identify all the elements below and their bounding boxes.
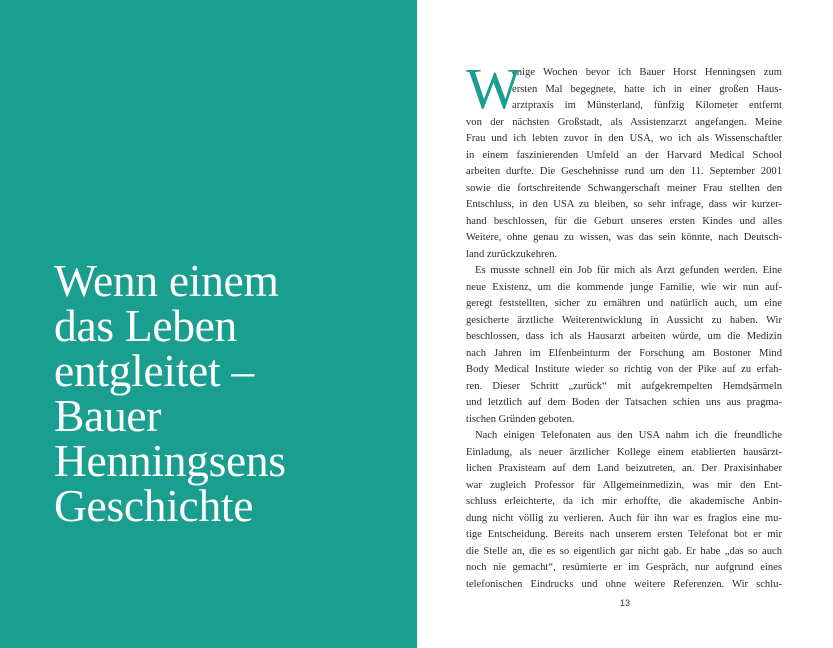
text-line: Es musste schnell ein Job für mich als Arzt gefunden werden. Eine: [475, 265, 782, 276]
text-line: lichen Praxisteam auf dem Land beizutreten, an. Der Praxisinhaber: [466, 463, 782, 474]
text-line: Body Medical Institute wieder so richtig von der Pike auf zu erfah-: [466, 364, 782, 375]
page-number: 13: [619, 598, 630, 608]
text-line: Einladung, als neuer ärztlicher Kollege einem etablierten hausärzt-: [466, 446, 782, 458]
text-line: hand beschlossen, für die Geburt unseres ersten Kindes und alles: [466, 215, 782, 227]
drop-cap: W: [466, 56, 521, 121]
chapter-title-line: Wenn einem: [54, 255, 279, 306]
text-line: dung nicht völlig zu verlieren. Auch für ihn war es fraglos eine mu-: [466, 512, 782, 524]
text-line: neue Existenz, um die kommende junge Familie, wie wir nun auf-: [466, 281, 782, 293]
text-line: ren. Dieser Schritt „zurück“ mit aufgekrempelten Hemdsärmeln: [466, 380, 782, 392]
text-line: geregt feststellten, sicher zu ernähren und natürlich auch, um eine: [466, 298, 782, 309]
text-line: enige Wochen bevor ich Bauer Horst Henningsen zum: [512, 67, 782, 78]
text-line: telefonischen Eindrucks und ohne weitere Referenzen. Wir schlu-: [466, 578, 782, 590]
text-line: land zurückzukehren.: [466, 248, 558, 260]
text-line: tige Entscheidung. Bereits nach unserem ersten Telefonat bot er mir: [466, 529, 782, 540]
chapter-title-line: das Leben: [54, 300, 238, 351]
chapter-title: [54, 255, 404, 531]
text-line: noch nie gemacht“, resümierte er im Gespräch, nur aufgrund eines: [466, 562, 782, 573]
text-line: arztpraxis im Münsterland, fünfzig Kilometer entfernt: [512, 100, 782, 111]
text-line: nach Jahren im Elfenbeinturm der Forschung am Bostoner Mind: [466, 347, 782, 359]
chapter-title-line: Henningsens: [54, 435, 286, 486]
text-line: beschlossen, dass ich als Hausarzt arbeiten würde, um die Medizin: [466, 331, 782, 342]
text-line: sowie die fortschreitende Schwangerschaft meiner Frau stellten den: [466, 182, 782, 194]
text-line: die Stelle an, die es so eigentlich gar nicht gab. Er habe „das so auch: [466, 545, 782, 557]
text-line: gesicherte ärztliche Weiterentwicklung in Aussicht zu haben. Wir: [466, 314, 782, 326]
chapter-title-line: Bauer: [54, 390, 162, 441]
text-line: tischen Gründen geboten.: [466, 413, 575, 425]
text-line: und letztlich auf dem Boden der Tatsachen schien uns aus pragma-: [466, 397, 782, 408]
chapter-title-line: Geschichte: [54, 480, 254, 531]
text-line: Entschluss, in den USA zu bleiben, so sehr infrage, dass wir kurzer-: [466, 199, 782, 210]
text-line: ersten Mal begegnete, hatte ich in einer großen Haus-: [512, 83, 782, 95]
text-line: Nach einigen Telefonaten aus den USA nahm ich die freundliche: [475, 430, 782, 441]
chapter-title-line: entgleitet –: [54, 345, 254, 396]
text-line: Frau und ich lebten zuvor in den USA, wo ich als Wissenschaftler: [466, 133, 782, 144]
text-line: war zugleich Professor für Allgemeinmedizin, was mir den Ent-: [466, 479, 782, 491]
text-line: schluss erleichterte, da ich mir erhoffte, die akademische Anbin-: [466, 496, 782, 507]
text-line: Weitere, ohne genau zu wissen, was das sein könnte, nach Deutsch-: [466, 232, 782, 243]
body-text: [466, 56, 782, 593]
right-page: [417, 0, 833, 648]
text-line: von der nächsten Großstadt, als Assistenzarzt angefangen. Meine: [466, 116, 782, 128]
text-line: in einem faszinierenden Umfeld an der Harvard Medical School: [466, 149, 782, 161]
text-line: arbeiten durfte. Die Geschehnisse rund um den 11. September 2001: [466, 166, 782, 177]
